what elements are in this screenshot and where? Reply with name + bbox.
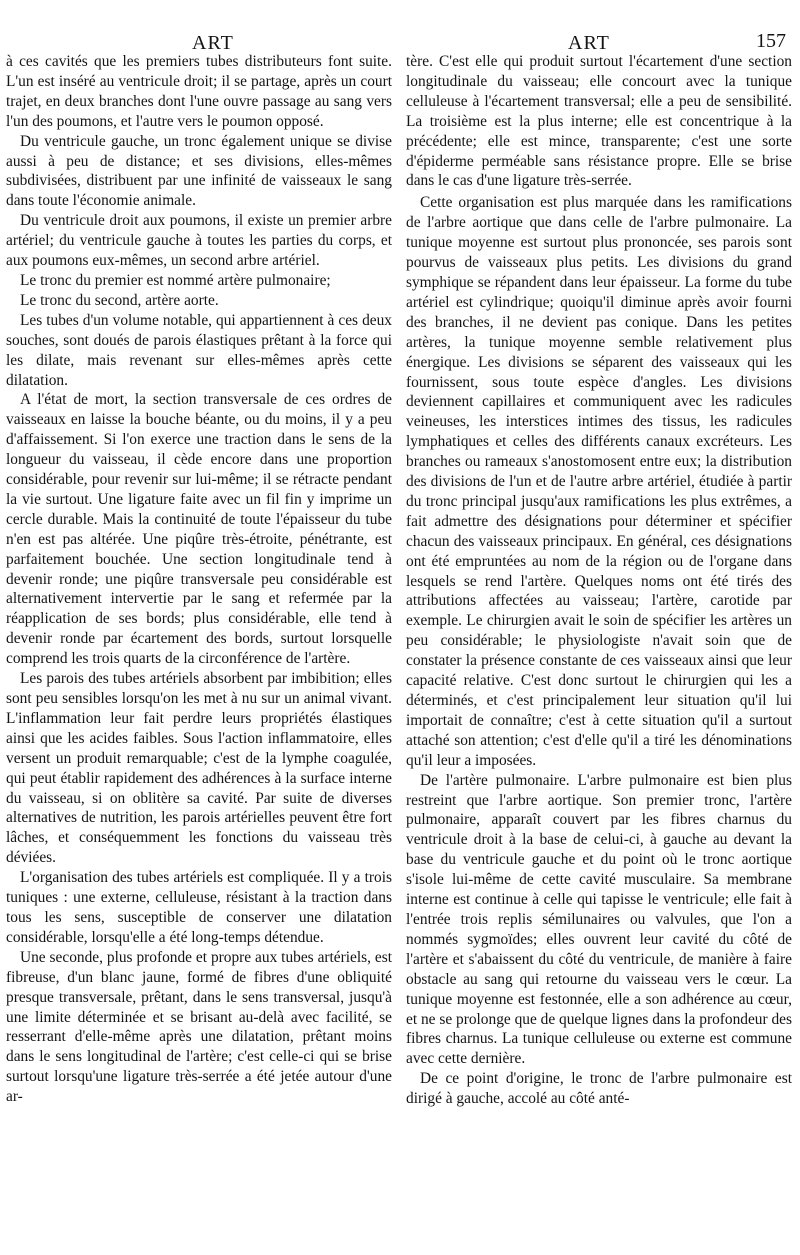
paragraph: Du ventricule droit aux poumons, il existe un premier arbre artériel; du ventricule gauche à toutes les parties du corps, et aux poumons eux-mêmes, un second arbre artériel. <box>6 212 392 270</box>
paragraph: Les tubes d'un volume notable, qui appartiennent à ces deux souches, sont doués de parois élastiques prêtant à la force qui les dilate, mais revenant sur elles-mêmes après cette dilatation. <box>6 311 392 389</box>
paragraph: Du ventricule gauche, un tronc également unique se divise aussi à peu de distance; et ses divisions, elles-mêmes subdivisées, distribuent par une infinité de vaisseaux le sang dans toute l'économie animale. <box>6 132 392 210</box>
paragraph: à ces cavités que les premiers tubes distributeurs font suite. L'un est inséré au ventricule droit; il se partage, après un court trajet, en deux branches dont l'une ouvre passage au sang vers l'un des poumons, et l'autre vers le poumon opposé. <box>6 53 392 130</box>
paragraph: L'organisation des tubes artériels est compliquée. Il y a trois tuniques : une externe, celluleuse, résistant à la traction dans tous les sens, susceptible de conserver une dilatation considérable, lorsqu'elle a été long-temps détendue. <box>6 869 392 946</box>
paragraph: A l'état de mort, la section transversale de ces ordres de vaisseaux en laisse la bouche béante, ou du moins, il y a peu d'affaissement. Si l'on exerce une traction dans le sens de la longueur du vaisseau, il cède encore dans une proportion considérable, pour revenir sur lui-même; il se rétracte pendant la vie surtout. Une ligature faite avec un fil fin y imprime un cercle durable. Mais la continuité de toute l'épaisseur du tube n'en est pas altérée. Une piqûre très-étroite, pénétrante, est parfaitement bouchée. Une section longitudinale tend à devenir ronde; une piqûre transversale peu considérable est alternativement intervertie par le sang et refermée par la réapplication de ses bords; plus considérable, elle tend à devenir ronde par écartement des bords, surtout lorsquelle comprend les trois quarts de la circonférence de l'artère. <box>6 391 392 668</box>
paragraph: Le tronc du second, artère aorte. <box>20 291 219 309</box>
right-column <box>406 52 792 1109</box>
left-column <box>6 52 392 1107</box>
paragraph: De ce point d'origine, le tronc de l'arbre pulmonaire est dirigé à gauche, accolé au côté anté- <box>406 1070 792 1108</box>
page-number: 157 <box>756 30 786 52</box>
page-header <box>0 8 800 54</box>
paragraph: Le tronc du premier est nommé artère pulmonaire; <box>20 271 331 289</box>
paragraph: Les parois des tubes artériels absorbent par imbibition; elles sont peu sensibles lorsqu'on les met à nu sur un animal vivant. L'inflammation leur fait perdre leurs propriétés élastiques ainsi que les acides faibles. Sous l'action inflammatoire, elles versent un produit remarquable; c'est de la lymphe coagulée, qui peut établir rapidement des adhérences à la surface interne du vaisseau, si on oblitère sa cavité. Par suite de diverses alternatives de nutrition, les parois artérielles peuvent être fort lâches, et conséquemment les fonctions du vaisseau très déviées. <box>6 670 392 867</box>
paragraph: tère. C'est elle qui produit surtout l'écartement d'une section longitudinale du vaisseau; elle concourt avec la tunique celluleuse à l'écartement transversal; elle a peu de sensibilité. La troisième est la plus interne; elle est concentrique à la précédente; elle est mince, transparente; c'est une sorte d'épiderme perméable sans résistance propre. Elle se brise dans le cas d'une ligature très-serrée. <box>406 53 792 190</box>
right-running-head: ART <box>568 32 610 54</box>
paragraph: Cette organisation est plus marquée dans les ramifications de l'arbre aortique que dans celle de l'arbre pulmonaire. La tunique moyenne est surtout plus prononcée, ses parois sont pourvus de vaisseaux plus petits. Les divisions du grand symphique se répandent dans leur épaisseur. La forme du tube artériel est cylindrique; quoiqu'il diminue après avoir fourni des branches, il ne devient pas conique. Dans les petites artères, la tunique moyenne semble relativement plus énergique. Les divisions se séparent des vaisseaux qui les fournissent, sous toute espèce d'angles. Les divisions deviennent capillaires et communiquent avec les radicules veineuses, les interstices intimes des tissus, les radicules lymphatiques et celles des différents canaux excréteurs. Les branches ou rameaux s'anostomosent entre eux; la distribution des divisions de l'un et de l'autre arbre artériel, étudiée à partir du tronc principal jusqu'aux ramifications les plus extrêmes, a fait admettre des désignations pour déterminer et spécifier chacun des vaisseaux principaux. En général, ces désignations ont été empruntées au nom de la région ou de l'organe dans lesquels se rend l'artère. Quelques noms ont été tirés des attributions affectées au vaisseau; l'artère, carotide par exemple. Le chirurgien avait le soin de spécifier les artères un peu considérable; le physiologiste n'avait soin que de constater la présence constante de ces vaisseaux ainsi que leur capacité relative. C'est donc surtout le chirurgien qui les a déterminés, et c'est principalement leur situation qu'il lui importait de connaître; c'est à cette situation qu'il a surtout attaché son attention; c'est d'elle qu'il a tiré les dénominations qu'il leur a imposées. <box>406 194 792 769</box>
paragraph: Une seconde, plus profonde et propre aux tubes artériels, est fibreuse, d'un blanc jaune, formé de fibres d'une obliquité presque transversale, prêtant, dans le sens transversal, jusqu'à une limite déterminée et se brisant au-delà avec facilité, se resserrant d'elle-même après une dilatation, prêtant moins dans le sens longitudinal de l'artère; c'est celle-ci qui se brise surtout lorsqu'une ligature très-serrée a été jetée autour d'une ar- <box>6 948 392 1106</box>
paragraph: De l'artère pulmonaire. L'arbre pulmonaire est bien plus restreint que l'arbre aortique. Son premier tronc, l'artère pulmonaire, apparaît couvert par les fibres charnus du ventricule droit à la base de celui-ci, à gauche au devant la base du ventricule gauche et du point où le tronc aortique s'isole lui-même de cette cavité musculaire. Sa membrane interne est continue à celle qui tapisse le ventricule; elle fait à l'entrée trois replis sémilunaires ou valvules, que l'on a nommés sygmoïdes; elles ouvrent leur cavité du côté de l'artère et s'abaissent du côté du ventricule, de manière à faire obstacle au sang qui retourne du vaisseau vers le cœur. La tunique moyenne est festonnée, elle a son adhérence au cœur, et ne se prolonge que de quelque lignes dans la profondeur des fibres charnus. La tunique celluleuse ou externe est commune avec cette dernière. <box>406 771 792 1068</box>
left-running-head: ART <box>192 32 234 54</box>
